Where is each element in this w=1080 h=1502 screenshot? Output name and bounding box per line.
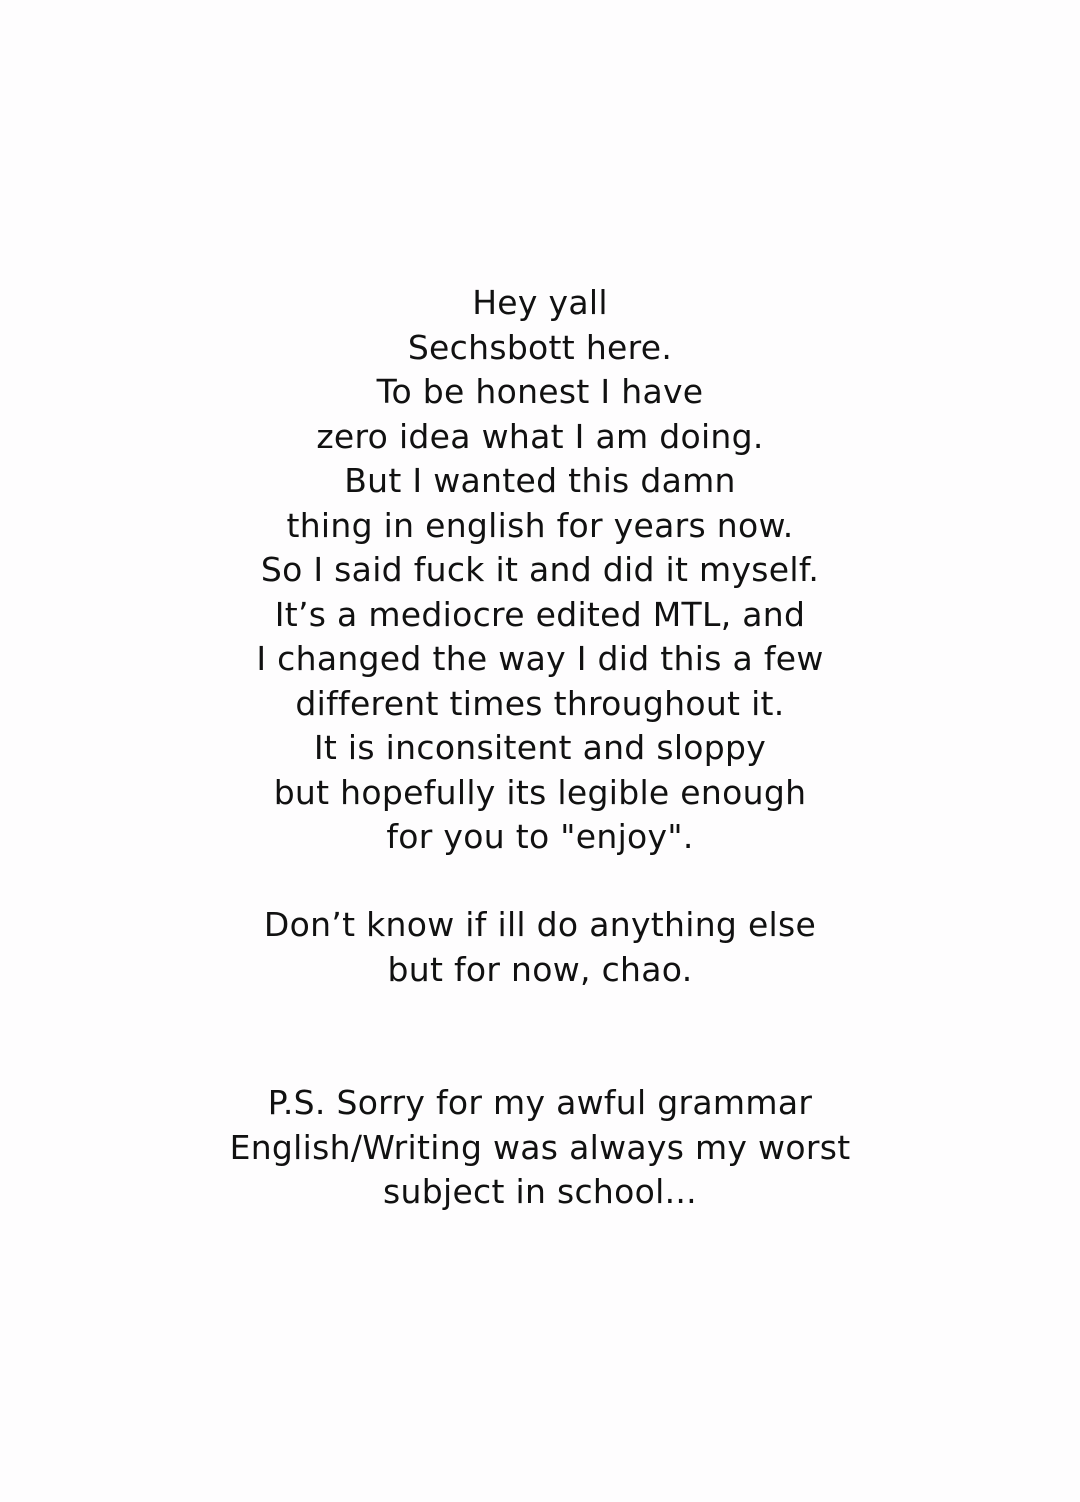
note-line: I changed the way I did this a few: [256, 639, 824, 678]
note-postscript-paragraph: [0, 1081, 1080, 1215]
note-line: subject in school...: [383, 1172, 697, 1211]
note-line: P.S. Sorry for my awful grammar: [267, 1083, 813, 1122]
note-line: It is inconsitent and sloppy: [313, 728, 767, 767]
note-line: English/Writing was always my worst: [229, 1127, 851, 1167]
note-line: So I said fuck it and did it myself.: [260, 550, 820, 589]
note-line: Sechsbott here.: [407, 327, 673, 367]
note-line: But I wanted this damn: [344, 461, 736, 500]
note-main-paragraph: [0, 281, 1080, 860]
note-line: It’s a mediocre edited MTL, and: [274, 594, 806, 634]
note-line: for you to "enjoy".: [386, 817, 694, 856]
note-signoff-paragraph: [0, 903, 1080, 992]
note-line: To be honest I have: [376, 372, 704, 411]
note-line: but for now, chao.: [387, 949, 693, 989]
note-line: Don’t know if ill do anything else: [263, 905, 817, 944]
note-line: zero idea what I am doing.: [316, 416, 764, 456]
note-line: Hey yall: [472, 283, 608, 322]
note-line: different times throughout it.: [295, 683, 785, 723]
note-line: but hopefully its legible enough: [273, 772, 807, 812]
note-line: thing in english for years now.: [286, 505, 794, 545]
